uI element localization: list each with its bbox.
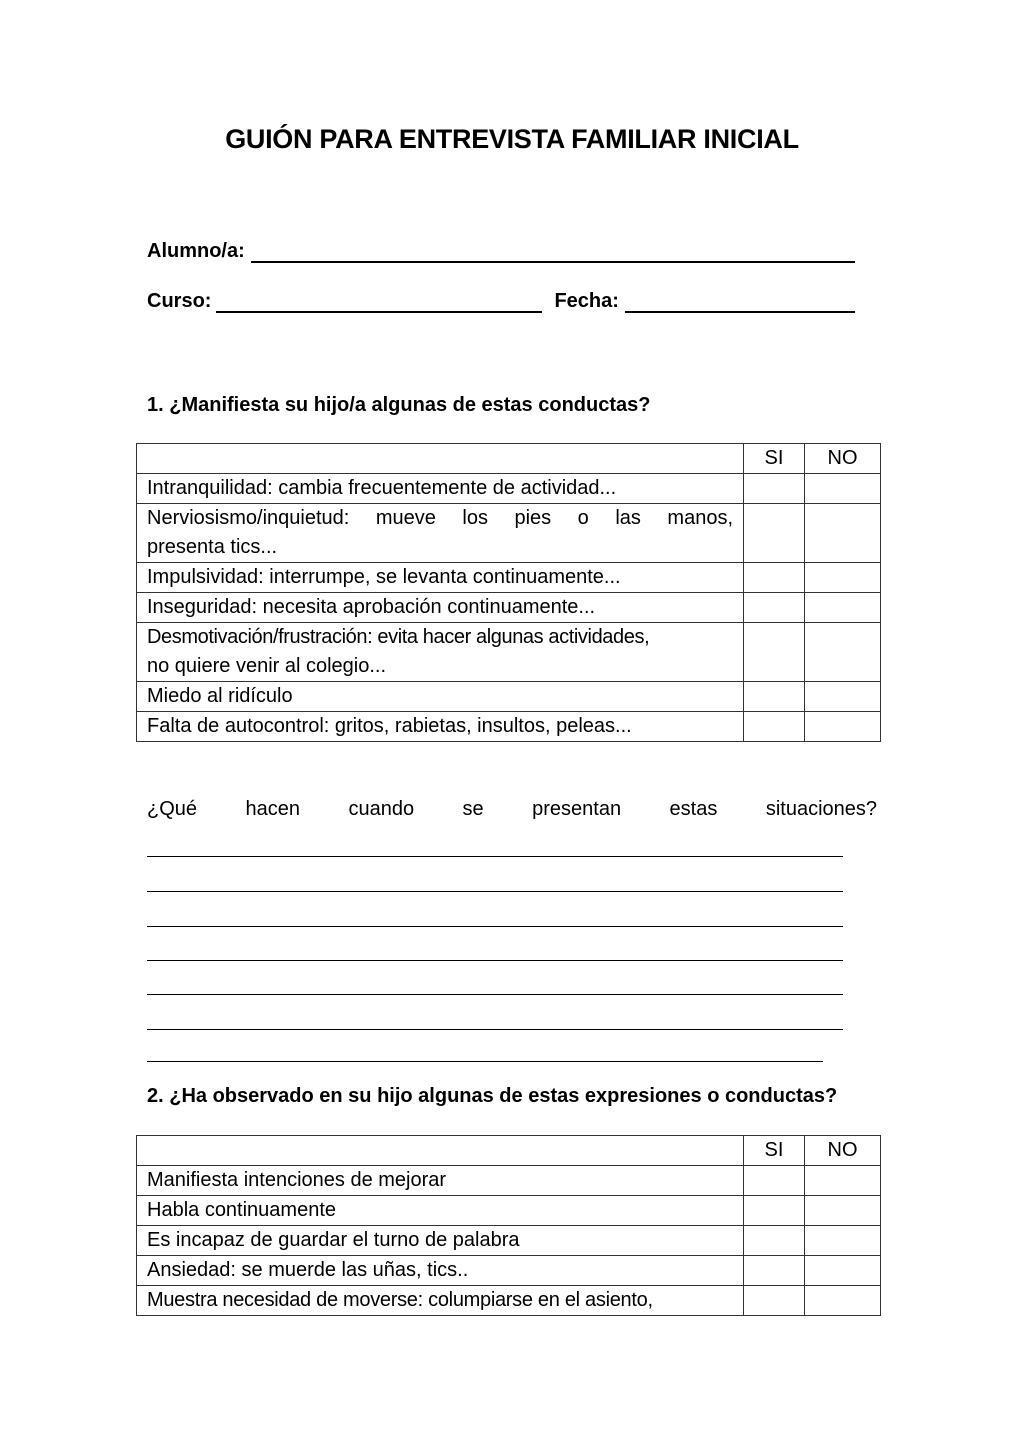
table-row (137, 623, 881, 682)
answer-line[interactable] (147, 1061, 823, 1062)
col-no-header: NO (805, 444, 881, 474)
no-checkbox-cell[interactable] (805, 1256, 881, 1286)
table-row (137, 682, 881, 712)
fecha-label: Fecha: (554, 290, 619, 312)
curso-label: Curso: (147, 290, 212, 312)
no-checkbox-cell[interactable] (805, 474, 881, 504)
behavior-label-line1: Nerviosismo/inquietud: mueve los pies o las manos, (147, 507, 733, 529)
table-header-row (137, 444, 881, 474)
si-checkbox-cell[interactable] (744, 563, 805, 593)
si-checkbox-cell[interactable] (744, 1226, 805, 1256)
alumno-input-line[interactable] (251, 243, 855, 263)
si-checkbox-cell[interactable] (744, 712, 805, 742)
table-row (137, 563, 881, 593)
behavior-label: Habla continuamente (137, 1196, 744, 1226)
no-checkbox-cell[interactable] (805, 712, 881, 742)
si-checkbox-cell[interactable] (744, 623, 805, 682)
si-checkbox-cell[interactable] (744, 1286, 805, 1316)
table-row (137, 1226, 881, 1256)
answer-line[interactable] (147, 926, 843, 927)
si-checkbox-cell[interactable] (744, 474, 805, 504)
behavior-label: Impulsividad: interrumpe, se levanta continuamente... (137, 563, 744, 593)
behavior-label-line2: presenta tics... (147, 536, 278, 558)
fecha-input-line[interactable] (625, 293, 855, 313)
section2-title: 2. ¿Ha observado en su hijo algunas de estas expresiones o conductas? (147, 1085, 838, 1107)
si-checkbox-cell[interactable] (744, 504, 805, 563)
header-blank-cell (137, 1136, 744, 1166)
si-checkbox-cell[interactable] (744, 682, 805, 712)
no-checkbox-cell[interactable] (805, 1286, 881, 1316)
behavior-label: Miedo al ridículo (137, 682, 744, 712)
section2-table (136, 1135, 881, 1316)
si-checkbox-cell[interactable] (744, 1196, 805, 1226)
si-checkbox-cell[interactable] (744, 1256, 805, 1286)
no-checkbox-cell[interactable] (805, 1166, 881, 1196)
no-checkbox-cell[interactable] (805, 1226, 881, 1256)
si-checkbox-cell[interactable] (744, 593, 805, 623)
col-si-header: SI (744, 1136, 805, 1166)
behavior-label: Inseguridad: necesita aprobación continuamente... (137, 593, 744, 623)
section1-table (136, 443, 881, 742)
no-checkbox-cell[interactable] (805, 623, 881, 682)
curso-fecha-row (147, 290, 855, 313)
behavior-label: Intranquilidad: cambia frecuentemente de actividad... (137, 474, 744, 504)
situations-question: ¿Qué hacen cuando se presentan estas situaciones? (147, 798, 877, 820)
behavior-label (137, 623, 744, 682)
table-row (137, 593, 881, 623)
no-checkbox-cell[interactable] (805, 682, 881, 712)
behavior-label: Es incapaz de guardar el turno de palabra (137, 1226, 744, 1256)
table-row (137, 1166, 881, 1196)
no-checkbox-cell[interactable] (805, 504, 881, 563)
page-title: GUIÓN PARA ENTREVISTA FAMILIAR INICIAL (225, 124, 799, 154)
col-no-header: NO (805, 1136, 881, 1166)
answer-line[interactable] (147, 856, 843, 857)
alumno-field-row (147, 240, 855, 263)
table-row (137, 504, 881, 563)
header-blank-cell (137, 444, 744, 474)
no-checkbox-cell[interactable] (805, 1196, 881, 1226)
answer-line[interactable] (147, 960, 843, 961)
answer-line[interactable] (147, 1029, 843, 1030)
no-checkbox-cell[interactable] (805, 593, 881, 623)
table-row (137, 712, 881, 742)
table-row (137, 474, 881, 504)
col-si-header: SI (744, 444, 805, 474)
answer-line[interactable] (147, 994, 843, 995)
no-checkbox-cell[interactable] (805, 563, 881, 593)
behavior-label: Falta de autocontrol: gritos, rabietas, insultos, peleas... (137, 712, 744, 742)
table-header-row (137, 1136, 881, 1166)
behavior-label-line1: Desmotivación/frustración: evita hacer algunas actividades, (147, 626, 650, 648)
alumno-label: Alumno/a: (147, 240, 245, 262)
behavior-label: Ansiedad: se muerde las uñas, tics.. (137, 1256, 744, 1286)
table-row (137, 1196, 881, 1226)
table-row (137, 1256, 881, 1286)
answer-line[interactable] (147, 891, 843, 892)
curso-input-line[interactable] (216, 293, 542, 313)
behavior-label: Muestra necesidad de moverse: columpiarse en el asiento, (137, 1286, 744, 1316)
behavior-label (137, 504, 744, 563)
section1-title: 1. ¿Manifiesta su hijo/a algunas de estas conductas? (147, 394, 651, 416)
table-row (137, 1286, 881, 1316)
si-checkbox-cell[interactable] (744, 1166, 805, 1196)
behavior-label-line2: no quiere venir al colegio... (147, 655, 387, 677)
behavior-label: Manifiesta intenciones de mejorar (137, 1166, 744, 1196)
